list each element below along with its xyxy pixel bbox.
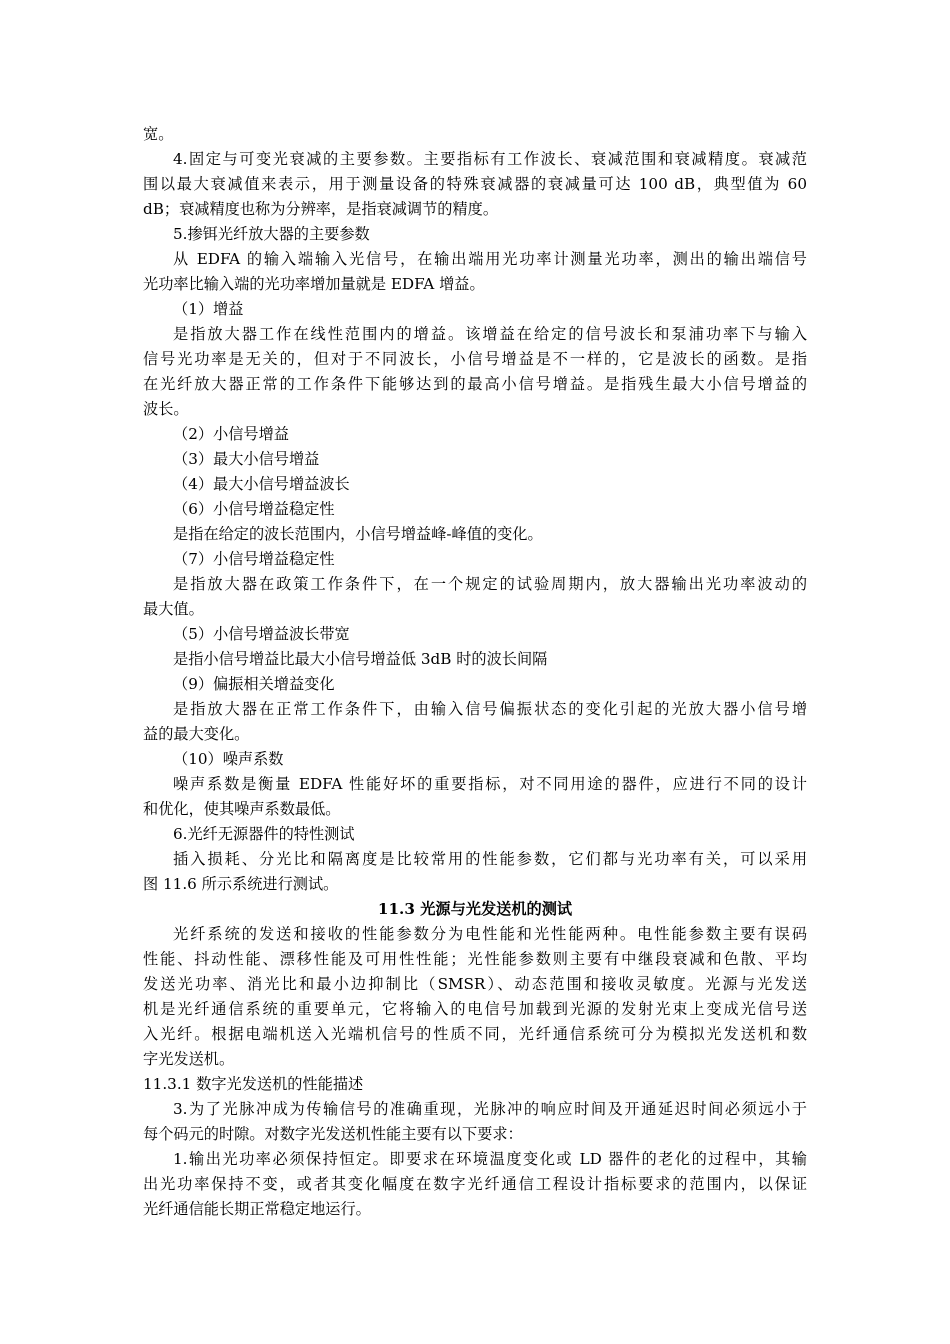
text-line: 机是光纤通信系统的重要单元，它将输入的电信号加载到光源的发射光束上变成光信号送 xyxy=(143,1000,807,1018)
text-line: （1）增益 xyxy=(173,300,244,318)
text-line: 是指在给定的波长范围内，小信号增益峰-峰值的变化。 xyxy=(173,525,543,543)
text-line: 图 11.6 所示系统进行测试。 xyxy=(143,875,339,893)
text-line: 信号光功率是无关的，但对于不同波长，小信号增益是不一样的，它是波长的函数。是指 xyxy=(143,350,807,368)
text-line: 是指放大器在正常工作条件下，由输入信号偏振状态的变化引起的光放大器小信号增 xyxy=(173,700,807,718)
text-line: 性能、抖动性能、漂移性能及可用性性能；光性能参数则主要有中继段衰减和色散、平均 xyxy=(143,950,807,968)
text-line: 3.为了光脉冲成为传输信号的准确重现，光脉冲的响应时间及开通延迟时间必须远小于 xyxy=(173,1100,807,1118)
text-line: 插入损耗、分光比和隔离度是比较常用的性能参数，它们都与光功率有关，可以采用 xyxy=(173,850,807,868)
text-line: 噪声系数是衡量 EDFA 性能好坏的重要指标，对不同用途的器件，应进行不同的设计 xyxy=(173,775,807,793)
text-line: 每个码元的时隙。对数字光发送机性能主要有以下要求： xyxy=(143,1125,523,1143)
text-line: 5.掺铒光纤放大器的主要参数 xyxy=(173,225,370,243)
text-line: （5）小信号增益波长带宽 xyxy=(173,625,350,643)
text-line: 从 EDFA 的输入端输入光信号，在输出端用光功率计测量光功率，测出的输出端信号 xyxy=(173,250,807,268)
text-line: 1.输出光功率必须保持恒定。即要求在环境温度变化或 LD 器件的老化的过程中，其输 xyxy=(173,1150,807,1168)
text-line: 是指放大器在政策工作条件下，在一个规定的试验周期内，放大器输出光功率波动的 xyxy=(173,575,807,593)
section-heading: 11.3 光源与光发送机的测试 xyxy=(377,900,573,918)
document-body xyxy=(143,122,807,1222)
text-line: 在光纤放大器正常的工作条件下能够达到的最高小信号增益。是指残生最大小信号增益的 xyxy=(143,375,807,393)
text-line: 是指小信号增益比最大小信号增益低 3dB 时的波长间隔 xyxy=(173,650,548,668)
text-line: 宽。 xyxy=(143,125,174,143)
text-line: （2）小信号增益 xyxy=(173,425,289,443)
text-line: （10）噪声系数 xyxy=(173,750,284,768)
text-line: 字光发送机。 xyxy=(143,1050,235,1068)
text-line: （7）小信号增益稳定性 xyxy=(173,550,335,568)
text-line: 围以最大衰减值来表示，用于测量设备的特殊衰减器的衰减量可达 100 dB，典型值为 60 xyxy=(143,175,807,193)
text-line: 益的最大变化。 xyxy=(143,725,250,743)
text-line: 最大值。 xyxy=(143,600,204,618)
text-line: 是指放大器工作在线性范围内的增益。该增益在给定的信号波长和泵浦功率下与输入 xyxy=(173,325,807,343)
text-line: 光功率比输入端的光功率增加量就是 EDFA 增益。 xyxy=(143,275,485,293)
text-line: 6.光纤无源器件的特性测试 xyxy=(173,825,355,843)
text-line: 波长。 xyxy=(143,400,189,418)
text-line: （6）小信号增益稳定性 xyxy=(173,500,335,518)
text-line: （3）最大小信号增益 xyxy=(173,450,320,468)
text-line: 和优化，使其噪声系数最低。 xyxy=(143,800,341,818)
text-line: dB；衰减精度也称为分辨率，是指衰减调节的精度。 xyxy=(143,200,499,218)
text-line: （4）最大小信号增益波长 xyxy=(173,475,350,493)
text-line: 出光功率保持不变，或者其变化幅度在数字光纤通信工程设计指标要求的范围内，以保证 xyxy=(143,1175,807,1193)
text-line: 光纤通信能长期正常稳定地运行。 xyxy=(143,1200,371,1218)
text-line: （9）偏振相关增益变化 xyxy=(173,675,335,693)
text-line: 入光纤。根据电端机送入光端机信号的性质不同，光纤通信系统可分为模拟光发送机和数 xyxy=(143,1025,807,1043)
text-line: 光纤系统的发送和接收的性能参数分为电性能和光性能两种。电性能参数主要有误码 xyxy=(173,925,807,943)
text-line: 11.3.1 数字光发送机的性能描述 xyxy=(143,1075,364,1093)
text-line: 发送光功率、消光比和最小边抑制比（SMSR）、动态范围和接收灵敏度。光源与光发送 xyxy=(143,975,807,993)
text-line: 4.固定与可变光衰减的主要参数。主要指标有工作波长、衰减范围和衰减精度。衰减范 xyxy=(173,150,807,168)
